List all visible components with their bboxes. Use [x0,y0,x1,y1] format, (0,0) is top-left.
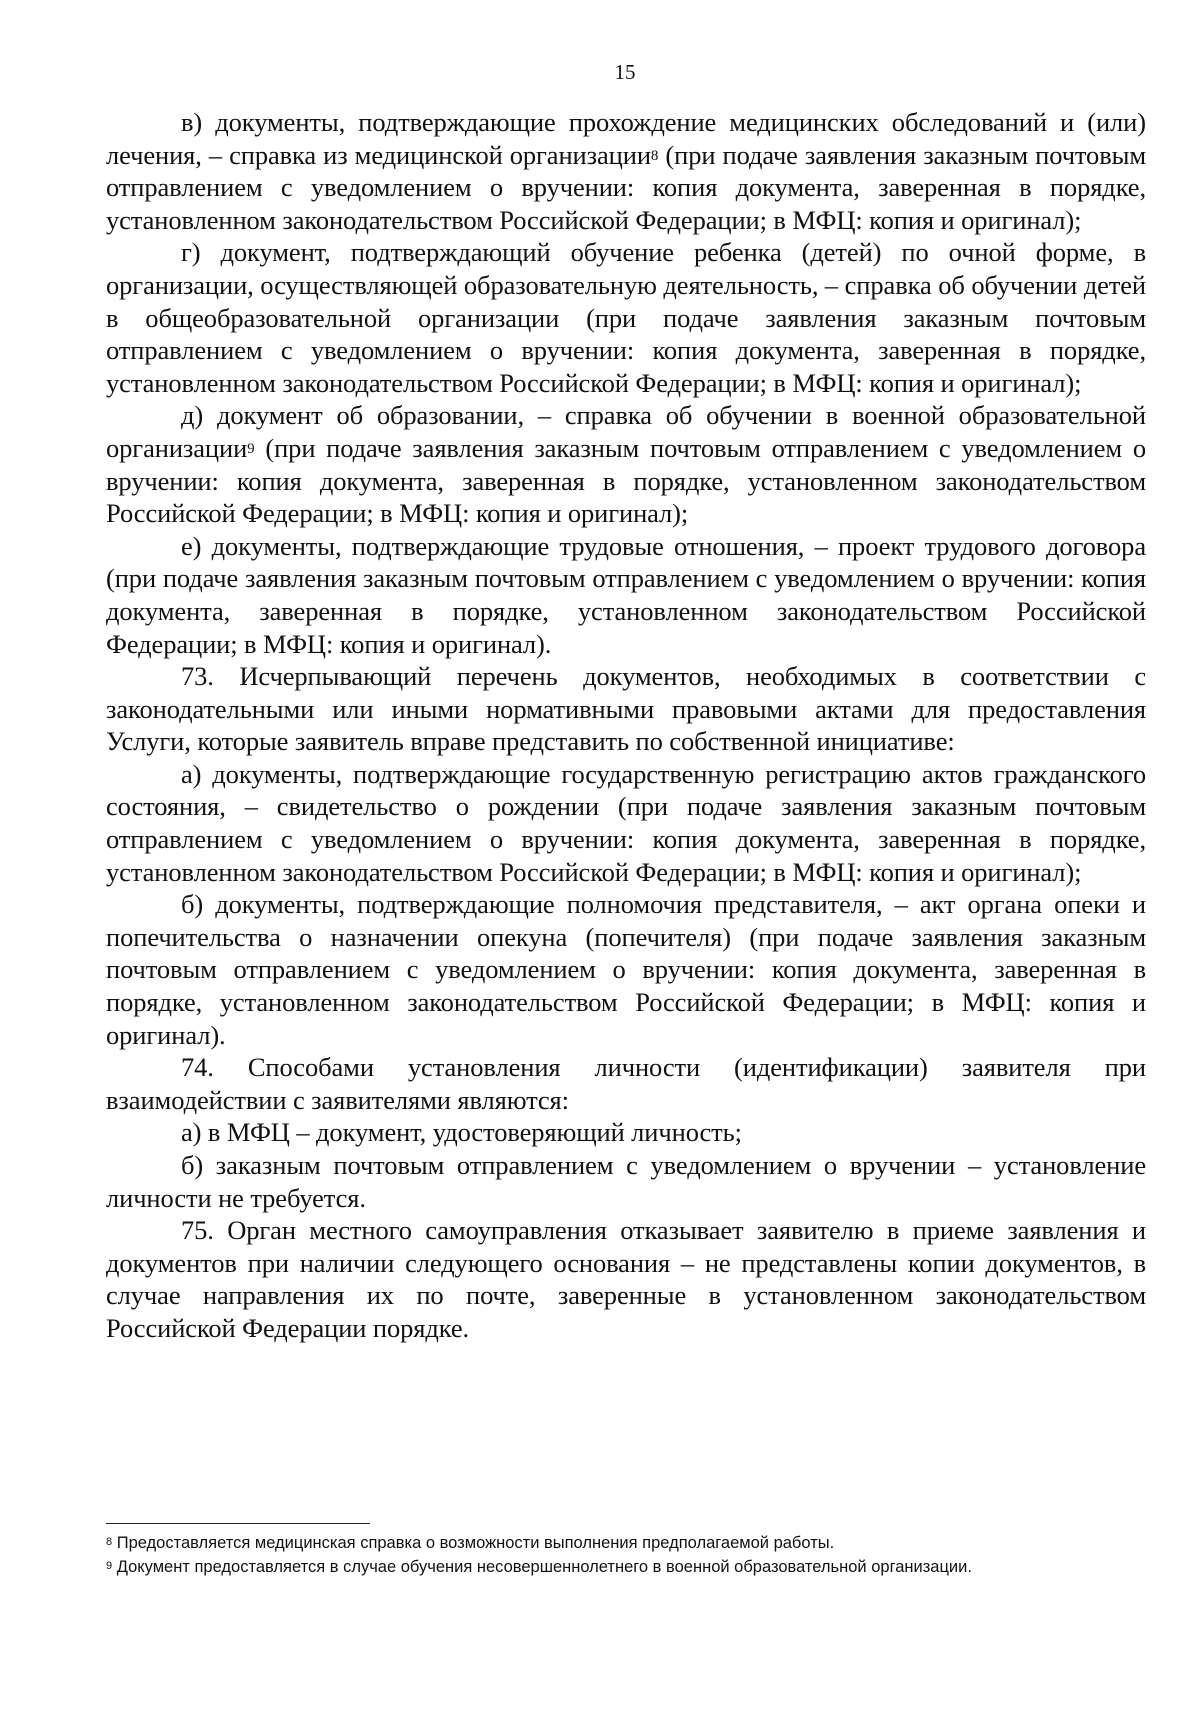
paragraph-e: е) документы, подтверждающие трудовые отношения, – проект трудового договора (при подаче заявления заказным почтовым отправлением с уведомлением о вручении: копия документа, заверенная в порядке, установленном законодательством Российской Федерации; в МФЦ: копия и оригинал). [106,530,1146,659]
paragraph-text: (при подаче заявления заказным почтовым отправлением с уведомлением о вручении: копия документа, заверенная в порядке, установленном законодательством Российской Федерации; в МФЦ: копия и оригинал); [106,432,1146,529]
paragraph-73: 73. Исчерпывающий перечень документов, необходимых в соответствии с законодательными или иными нормативными правовыми актами для предоставления Услуги, которые заявитель вправе представить по собственной инициативе: [106,661,1146,757]
footnotes [106,1531,1146,1579]
footnote-8 [106,1531,1146,1555]
footnote-ref: 8 [650,147,659,164]
footnote-text: Документ предоставляется в случае обучения несовершеннолетнего в военной образовательной организации. [112,1558,972,1576]
paragraph-d [106,399,1146,529]
footnote-mark: 9 [106,1560,113,1572]
footnote-divider [106,1523,370,1524]
paragraph-74-a: а) в МФЦ – документ, удостоверяющий личность; [181,1117,742,1148]
paragraph-g: г) документ, подтверждающий обучение ребенка (детей) по очной форме, в организации, осуществляющей образовательную деятельность, – справка об обучении детей в общеобразовательной организации (при подаче заявления заказным почтовым отправлением с уведомлением о вручении: копия документа, заверенная в порядке, установленном законодательством Российской Федерации; в МФЦ: копия и оригинал); [106,237,1146,398]
paragraph-text: в) документы, подтверждающие прохождение медицинских обследований и (или) лечения, – справка из медицинской организации [106,107,1146,170]
body-text [106,106,1146,1345]
footnote-ref: 9 [247,440,255,457]
paragraph-73-b: б) документы, подтверждающие полномочия представителя, – акт органа опеки и попечительства о назначении опекуна (попечителя) (при подаче заявления заказным почтовым отправлением с уведомлением о вручении: копия документа, заверенная в порядке, установленном законодательством Российской Федерации; в МФЦ: копия и оригинал). [106,889,1146,1050]
paragraph-v [106,106,1146,236]
paragraph-74-b: б) заказным почтовым отправлением с уведомлением о вручении – установление личности не требуется. [106,1150,1146,1213]
paragraph-text: (при подаче заявления заказным почтовым отправлением с уведомлением о вручении: копия документа, заверенная в порядке, установленном законодательством Российской Федерации; в МФЦ: копия и оригинал); [106,139,1146,235]
page-number: 15 [614,60,636,84]
paragraph-text: д) документ об образовании, – справка об обучении в военной образовательной организации [106,400,1146,463]
paragraph-75: 75. Орган местного самоуправления отказывает заявителю в приеме заявления и документов при наличии следующего основания – не представлены копии документов, в случае направления их по почте, заверенные в установленном законодательством Российской Федерации порядке. [106,1215,1146,1343]
footnote-mark: 8 [106,1536,113,1548]
footnote-9 [106,1555,1146,1579]
paragraph-73-a: а) документы, подтверждающие государственную регистрацию актов гражданского состояния, – свидетельство о рождении (при подаче заявления заказным почтовым отправлением с уведомлением о вручении: копия документа, заверенная в порядке, установленном законодательством Российской Федерации; в МФЦ: копия и оригинал); [106,758,1146,887]
paragraph-74: 74. Способами установления личности (идентификации) заявителя при взаимодействии с заявителями являются: [106,1052,1146,1115]
footnote-text: Предоставляется медицинская справка о возможности выполнения предполагаемой работы. [112,1534,835,1552]
